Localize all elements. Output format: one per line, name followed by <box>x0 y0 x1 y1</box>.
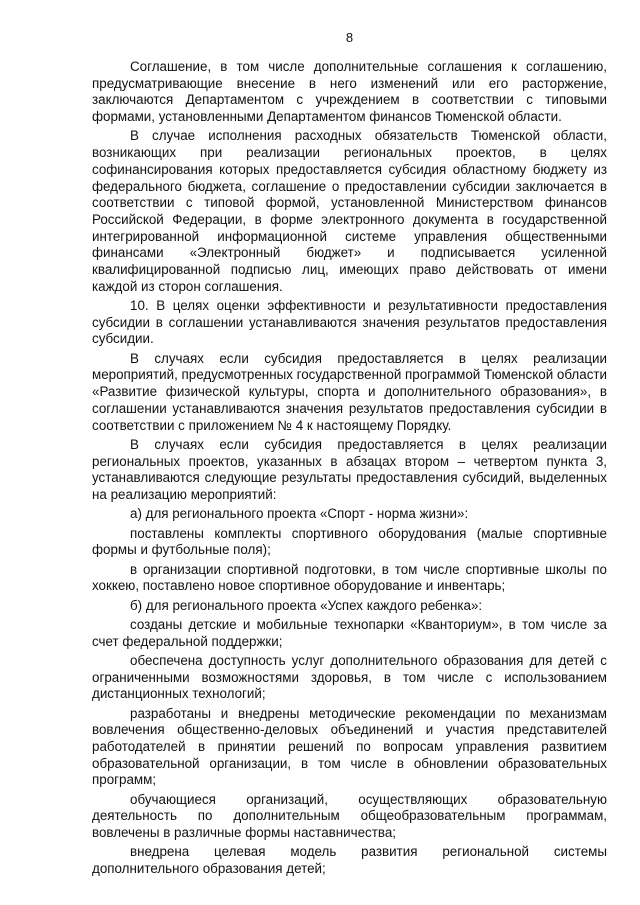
paragraph-regional-projects-results: В случаях если субсидия предоставляется в целях реализации региональных проектов, указанных в абзацах втором – четвертом пункта 3, устанавливаются следующие результаты предоставления субсидий, выделенных на реализацию мероприятий: <box>92 436 607 502</box>
paragraph-result-sports-equipment: поставлены комплекты спортивного оборудования (малые спортивные формы и футбольные поля); <box>92 525 607 558</box>
page-number: 8 <box>345 30 354 45</box>
paragraph-result-accessibility: обеспечена доступность услуг дополнительного образования для детей с ограниченными возможностями здоровья, в том числе с использованием дистанционных технологий; <box>92 652 607 702</box>
paragraph-result-hockey-schools: в организации спортивной подготовки, в том числе спортивные школы по хоккею, поставлено новое спортивное оборудование и инвентарь; <box>92 561 607 594</box>
document-body <box>92 59 607 878</box>
paragraph-subitem-b: б) для регионального проекта «Успех каждого ребенка»: <box>130 597 483 613</box>
paragraph-result-mentoring: обучающиеся организаций, осуществляющих образовательную деятельность по дополнительным общеобразовательным программам, вовлечены в различные формы наставничества; <box>92 791 607 841</box>
paragraph-result-technoparks: созданы детские и мобильные технопарки «Кванториум», в том числе за счет федеральной поддержки; <box>92 616 607 649</box>
paragraph-regional-projects-agreement: В случае исполнения расходных обязательств Тюменской области, возникающих при реализации региональных проектов, в целях софинансирования которых предоставляется субсидия областному бюджету из федерального бюджета, соглашение о предоставлении субсидии заключается в соответствии с типовой формой, установленной Министерством финансов Российской Федерации, в форме электронного документа в государственной интегрированной информационной системе управления общественными финансами «Электронный бюджет» и подписывается усиленной квалифицированной подписью лиц, имеющих право действовать от имени каждой из сторон соглашения. <box>92 128 607 294</box>
paragraph-result-methodical-recommendations: разработаны и внедрены методические рекомендации по механизмам вовлечения общественно-деловых объединений и участия представителей работодателей в принятии решений по вопросам управления развитием образовательной организации, в том числе в обновлении образовательных программ; <box>92 705 607 788</box>
paragraph-result-target-model: внедрена целевая модель развития региональной системы дополнительного образования детей; <box>92 844 607 877</box>
paragraph-subitem-a: а) для регионального проекта «Спорт - норма жизни»: <box>130 506 469 522</box>
paragraph-agreement-forms: Соглашение, в том числе дополнительные соглашения к соглашению, предусматривающие внесение в него изменений или его расторжение, заключаются Департаментом с учреждением в соответствии с типовыми формами, установленными Департаментом финансов Тюменской области. <box>92 59 607 125</box>
paragraph-item-10: 10. В целях оценки эффективности и результативности предоставления субсидии в соглашении устанавливаются значения результатов предоставления субсидии. <box>92 298 607 347</box>
paragraph-state-program-results: В случаях если субсидия предоставляется в целях реализации мероприятий, предусмотренных государственной программой Тюменской области «Развитие физической культуры, спорта и дополнительного образования», в соглашении устанавливаются значения результатов предоставления субсидии в соответствии с приложением № 4 к настоящему Порядку. <box>92 350 607 433</box>
